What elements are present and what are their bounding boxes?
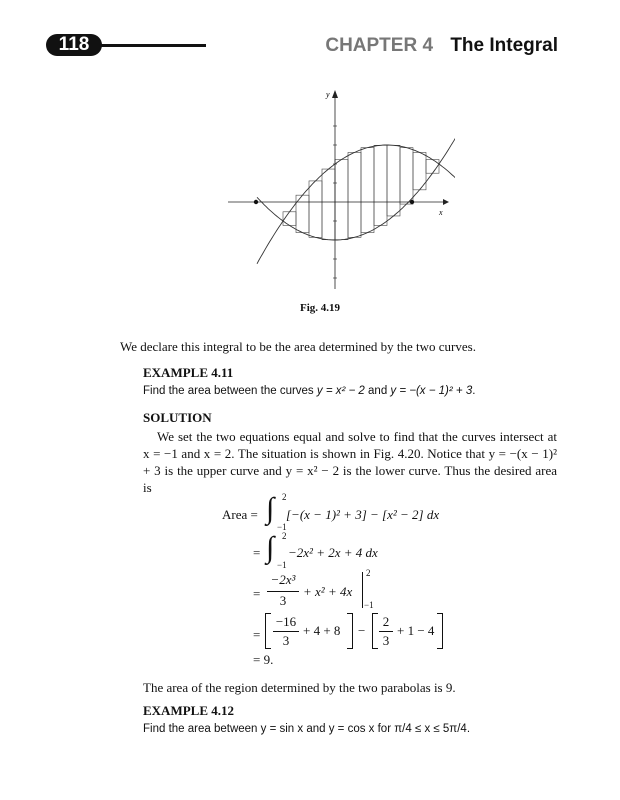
chapter-heading [325,35,558,57]
right-bracket-1 [347,613,353,649]
example-4-12-problem: Find the area between y = sin x and y = cos x for π/4 ≤ x ≤ 5π/4. [143,723,471,735]
x-axis-label: x [439,208,443,217]
fraction-bar-4a [273,631,299,632]
upper-curve [257,145,455,264]
riemann-rectangles [283,145,439,239]
integral-sign-1: ∫ [266,492,275,525]
figure-4-19 [225,82,455,292]
riemann-rectangle [400,148,413,204]
equals-sign-2: = [253,545,261,560]
right-bracket-2 [437,613,443,649]
solution-heading: SOLUTION [143,410,212,425]
curve-2: y = −(x − 1)² + 3 [390,385,473,397]
riemann-rectangle [309,181,322,237]
lower-limit-2: −1 [277,560,287,570]
fraction-4b-denominator: 3 [382,633,390,648]
fraction-4a-numerator: −16 [275,614,297,629]
fraction-4a-denominator: 3 [282,633,290,648]
riemann-rectangle [361,148,374,233]
lower-limit-1: −1 [277,522,287,532]
result-line: = 9. [253,652,274,667]
riemann-rectangle [322,169,335,240]
equation-line-1: [−(x − 1)² + 3] − [x² − 2] dx [286,507,440,522]
chapter-title: The Integral [450,35,558,56]
right-intersection-point [410,200,414,204]
example-4-11-heading: EXAMPLE 4.11 [143,365,234,380]
problem-prefix: Find the area between the curves [143,385,317,397]
example-4-11-problem [143,385,475,397]
bracket-minus: − [358,623,366,638]
eval-lower-limit: −1 [364,600,374,610]
fraction-bar-3 [267,591,299,592]
fraction-3-denominator: 3 [279,593,287,608]
eval-upper-limit: 2 [366,568,371,578]
evaluation-bar [362,572,363,608]
equals-sign-3: = [253,586,261,601]
x-axis-arrow [443,199,449,205]
solution-paragraph: We set the two equations equal and solve to find that the curves intersect at x = −1 and x = 2. The situation is shown in Fig. 4.20. Notice that y = −(x − 1)² + 3 is the upper curve and y = x² − 2 is the lower curve. Thus the desired area is [143,429,557,495]
intro-paragraph: We declare this integral to be the area determined by the two curves. [120,339,476,354]
problem-end: . [472,385,476,397]
lower-curve [257,102,455,241]
equation-line-4-part1: + 4 + 8 [303,623,341,638]
riemann-rectangle [335,160,348,240]
left-intersection-point [254,200,258,204]
riemann-rectangle [348,152,361,237]
left-bracket-2 [372,613,378,649]
equals-sign-4: = [253,627,261,642]
left-bracket-1 [265,613,271,649]
chapter-number: CHAPTER 4 [325,35,434,56]
page-number: 118 [58,34,90,55]
header-rule [96,44,206,47]
fraction-4b-numerator: 2 [382,614,390,629]
figure-caption: Fig. 4.19 [300,302,341,314]
riemann-rectangle [374,145,387,225]
y-axis-arrow [332,90,338,98]
problem-mid: and [364,385,391,397]
area-label: Area = [222,507,258,522]
integral-sign-2: ∫ [266,531,275,564]
example-4-12-heading: EXAMPLE 4.12 [143,703,234,718]
y-axis-label: y [326,90,330,99]
fraction-3-numerator: −2x³ [270,572,296,587]
curve-1: y = x² − 2 [316,385,365,397]
solution-body [143,428,557,496]
equation-line-4-part2: + 1 − 4 [397,623,435,638]
equation-line-3-rest: + x² + 4x [303,584,353,599]
upper-limit-1: 2 [282,492,287,502]
equation-line-2: −2x² + 2x + 4 dx [288,545,378,560]
riemann-rectangle [387,145,400,216]
closing-sentence: The area of the region determined by the two parabolas is 9. [143,680,456,695]
fraction-bar-4b [379,631,393,632]
upper-limit-2: 2 [282,531,287,541]
